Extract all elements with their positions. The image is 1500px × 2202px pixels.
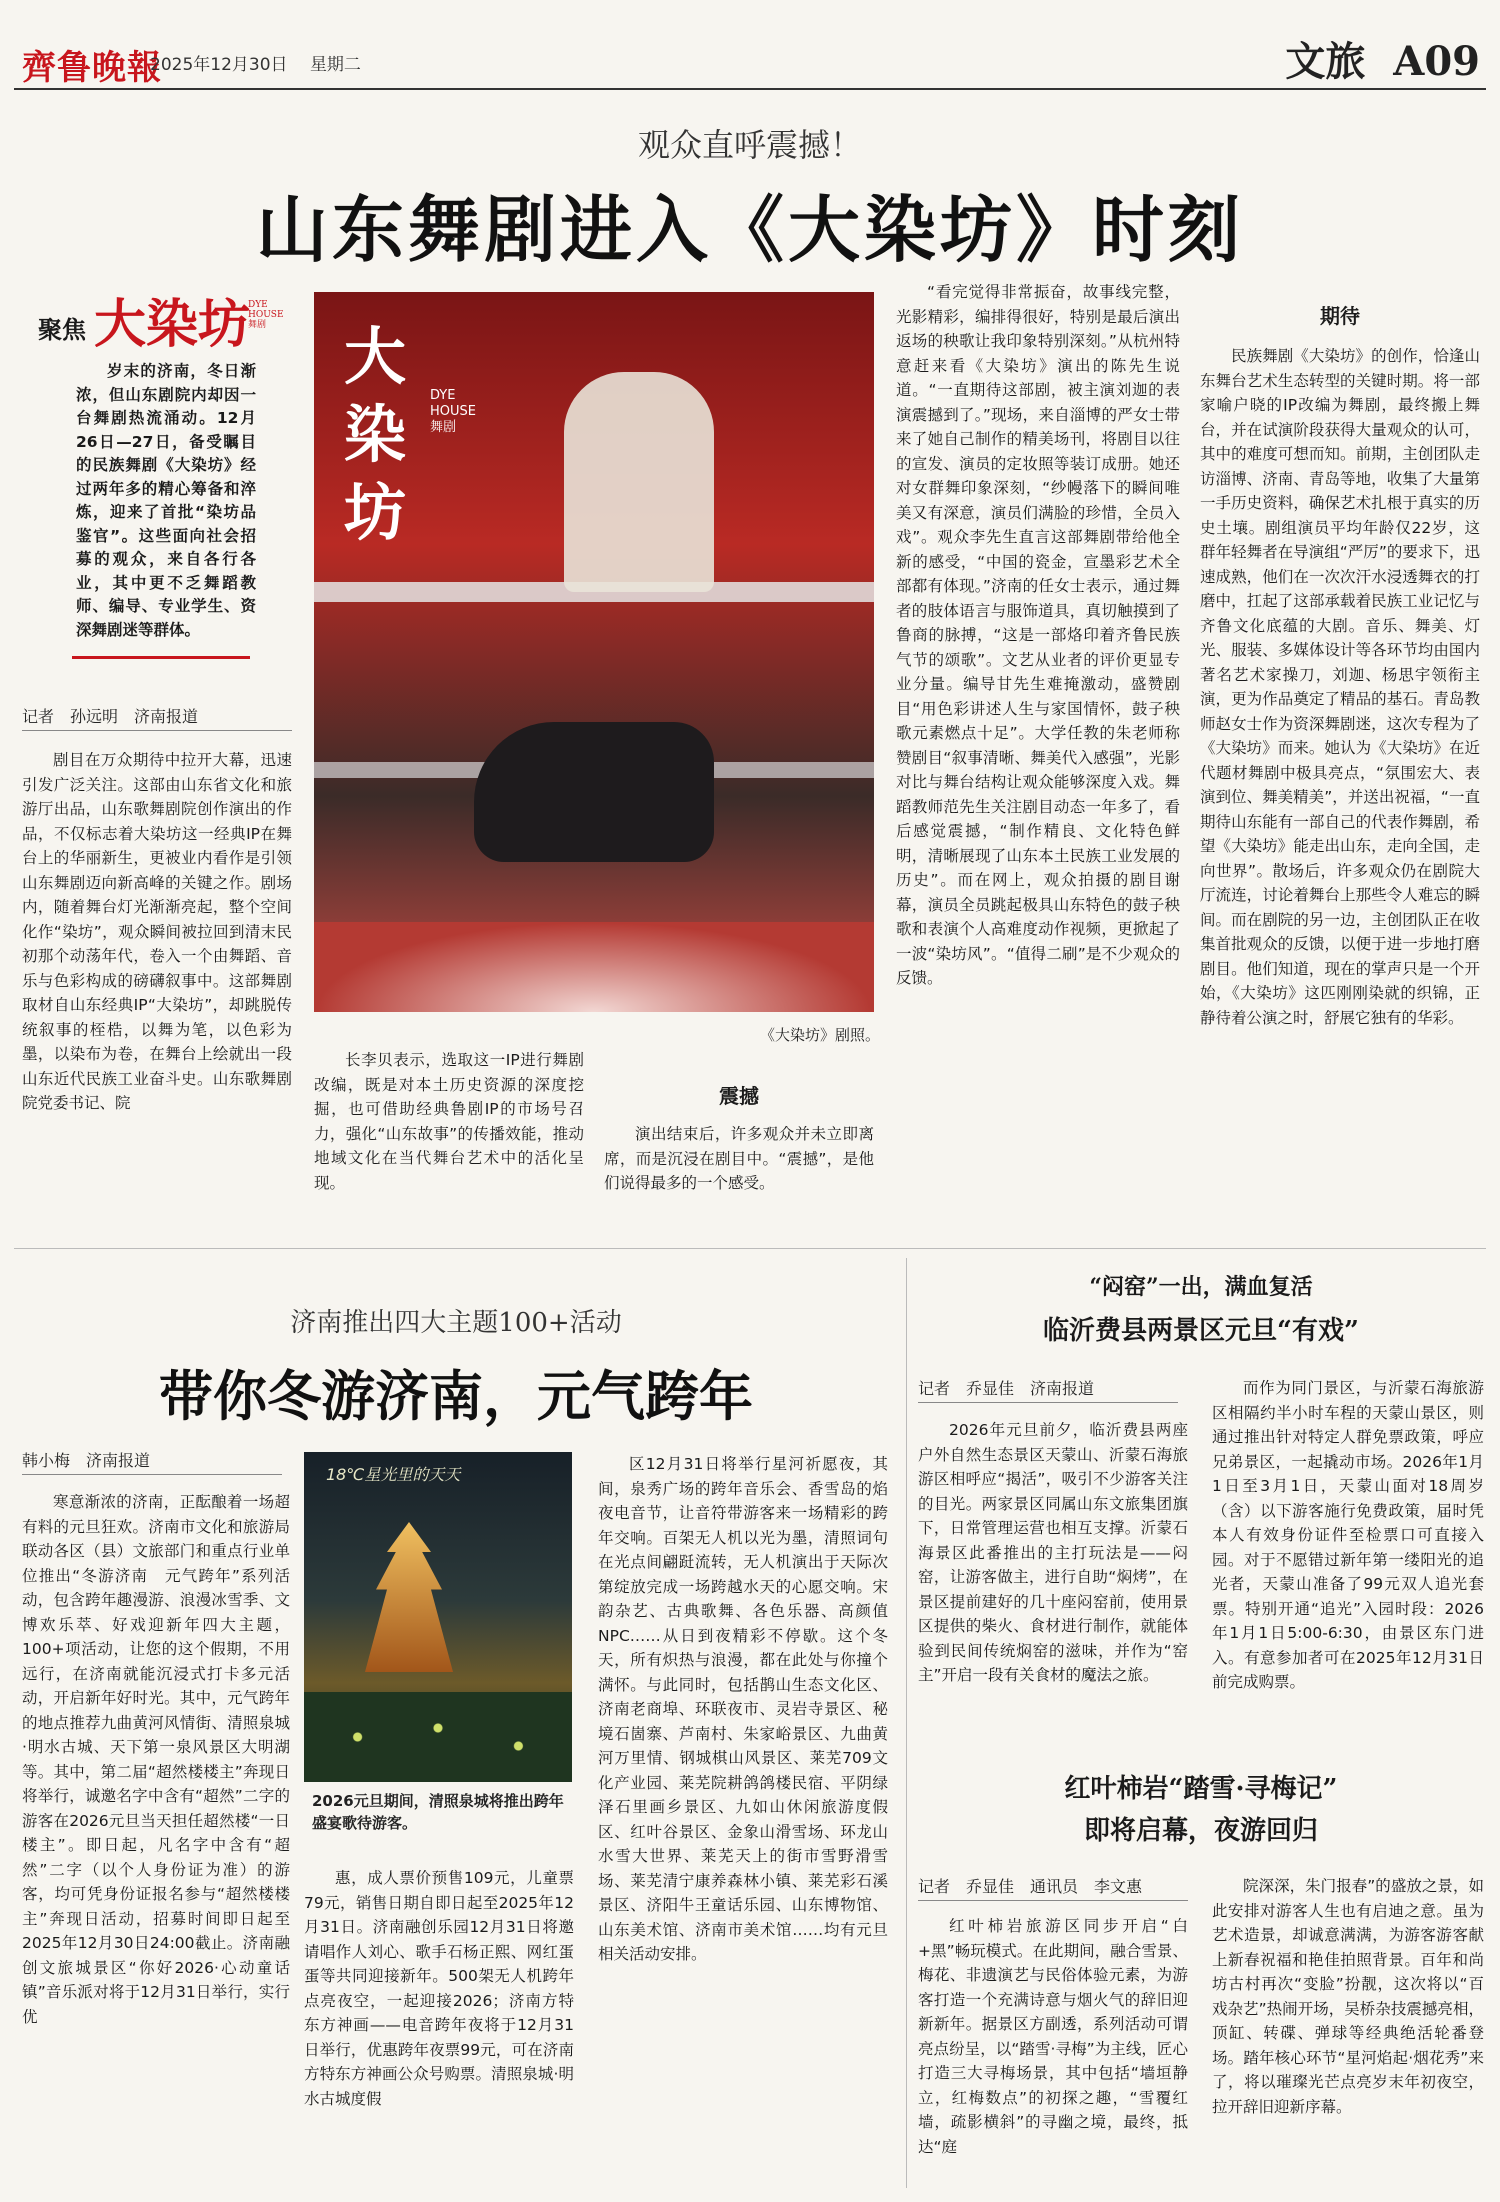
story2-column-2-text: 惠，成人票价预售109元，儿童票79元，销售日期自即日起至2025年12月31日。济南融创乐园12月31日将邀请唱作人刘心、歌手石杨正熙、网红蛋蛋等共同迎接新年。500架无人机跨年点亮夜空，一起迎接2026；济南方特东方神画——电音跨年夜将于12月31日举行，优惠跨年夜票99元，可在济南方特东方神画公众号购票。清照泉城·明水古城度假 bbox=[304, 1869, 574, 2108]
newspaper-logo: 齊鲁晚報 bbox=[22, 48, 162, 88]
focus-sub-1: DYE bbox=[248, 300, 268, 310]
story3-column-1 bbox=[918, 1418, 1188, 1744]
story1-column-2-text: 长李贝表示，选取这一IP进行舞剧改编，既是对本土历史资源的深度挖掘，也可借助经典鲁剧IP的市场号召力，强化“山东故事”的传播效能，推动地域文化在当代舞台艺术中的活化呈现。 bbox=[314, 1051, 584, 1192]
story4-byline-rule bbox=[918, 1900, 1188, 1901]
story4-column-1 bbox=[918, 1914, 1188, 2190]
story3-byline-rule bbox=[918, 1402, 1178, 1403]
section-divider bbox=[14, 1248, 1486, 1249]
page-section bbox=[1285, 30, 1480, 87]
dancer-standing bbox=[564, 372, 714, 592]
story3-column-1-text: 2026年元旦前夕，临沂费县两座户外自然生态景区天蒙山、沂蒙石海旅游区相呼应“揭活”，吸引不少游客关注的目光。两家景区同属山东文旅集团旗下，日常管理运营也相互支撑。沂蒙石海景区此番推出的主打玩法是——闷窑，让游客做主，进行自助“焖烤”，在景区提前建好的几十座闷窑前，使用景区提供的柴火、食材进行制作，就能体验到民间传统焖窑的滋味，并作为“窑主”开启一段有关食材的魔法之旅。 bbox=[918, 1421, 1188, 1684]
city-night-photo bbox=[304, 1452, 572, 1782]
story1-kicker: 观众直呼震撼！ bbox=[637, 126, 862, 164]
story3-headline-1: “闷窑”一出，满血复活 bbox=[1089, 1274, 1313, 1300]
story1-lead bbox=[76, 360, 256, 642]
story4-column-2 bbox=[1212, 1874, 1484, 2190]
section-name: 文旅 bbox=[1285, 38, 1366, 85]
issue-weekday: 星期二 bbox=[309, 55, 361, 75]
dance-drama-photo bbox=[314, 292, 874, 1012]
masthead-divider bbox=[14, 88, 1486, 90]
story2-column-1 bbox=[22, 1490, 290, 2190]
photo1-caption: 《大染坊》剧照。 bbox=[760, 1026, 881, 1044]
story1-column-4 bbox=[896, 280, 1180, 1228]
story3-byline: 记者 乔显佳 济南报道 bbox=[918, 1379, 1095, 1398]
photo-sub-1: DYE bbox=[430, 388, 456, 403]
story1-column-2 bbox=[314, 1048, 584, 1228]
story4-headline-1: 红叶柿岩“踏雪·寻梅记” bbox=[1064, 1774, 1338, 1804]
subhead-expect: 期待 bbox=[1320, 304, 1360, 328]
dancer-crouching bbox=[474, 722, 714, 862]
photo-subtitle bbox=[430, 388, 476, 436]
focus-prefix: 聚焦 bbox=[38, 315, 86, 344]
story4-column-1-text: 红叶柿岩旅游区同步开启“白+黑”畅玩模式。在此期间，融合雪景、梅花、非遗演艺与民俗体验元素，为游客打造一个充满诗意与烟火气的辞旧迎新新年。据景区方副透，系列活动可谓亮点纷呈，以“踏雪·寻梅”为主线，匠心打造三大寻梅场景，其中包括“墙垣静立，红梅数点”的初探之趣，“雪覆红墙，疏影横斜”的寻幽之境，最终，抵达“庭 bbox=[918, 1917, 1188, 2156]
story4-column-2-text: 院深深，朱门报春”的盛放之景，如此安排对游客人生也有启迪之意。虽为艺术造景，却诚意满满，为游客游客献上新春祝福和艳佳拍照背景。百年和尚坊古村再次“变脸”扮靓，这次将以“百戏杂艺”热闹开场，吴桥杂技震撼亮相，顶缸、转碟、弹球等经典绝活轮番登场。踏年核心环节“星河焰起·烟花秀”来了，将以璀璨光芒点亮岁末年初夜空，拉开辞旧迎新序幕。 bbox=[1212, 1877, 1484, 2116]
story2-column-1-text: 寒意渐浓的济南，正酝酿着一场超有料的元旦狂欢。济南市文化和旅游局联动各区（县）文旅部门和重点行业单位推出“冬游济南 元气跨年”系列活动，包含跨年趣漫游、浪漫冰雪季、文博欢乐萃、好戏迎新年四大主题，100+项活动，让您的这个假期，不用远行，在济南就能沉浸式打卡多元活动，开启新年好时光。其中，元气跨年的地点推荐九曲黄河风情街、清照泉城·明水古城、天下第一泉风景区大明湖等。其中，第二届“超然楼楼主”奔现日将举行，诚邀名字中含有“超然”二字的游客在2026元旦当天担任超然楼“一日楼主”。即日起，凡名字中含有“超然”二字（以个人身份证为准）的游客，均可凭身份证报名参与“超然楼楼主”奔现日活动，招募时间即日起至2025年12月30日24:00截止。济南融创文旅城景区“你好2026·心动童话镇”音乐派对将于12月31日举行，实行优 bbox=[22, 1493, 290, 2026]
focus-sub-2: HOUSE bbox=[248, 310, 284, 320]
stage-smoke bbox=[314, 922, 874, 1012]
story3-column-2 bbox=[1212, 1376, 1484, 1744]
focus-logo bbox=[30, 272, 284, 355]
story2-column-3-text: 区12月31日将举行星河祈愿夜，其间，泉秀广场的跨年音乐会、香雪岛的焰夜电音节，让音符带游客来一场精彩的跨年交响。百架无人机以光为墨，清照词句在光点间翩跹流转，无人机演出于天际次第绽放完成一场跨越水天的心愿交响。宋韵杂艺、古典歌舞、各色乐器、高颜值NPC……从日到夜精彩不停歇。这个冬天，所有炽热与浪漫，都在此处与你撞个满怀。与此同时，包括鹊山生态文化区、济南老商埠、环联夜市、灵岩寺景区、秘境石崮寨、芦南村、朱家峪景区、九曲黄河万里情、钢城棋山风景区、莱芜709文化产业园、莱芜院耕鸽鸽楼民宿、平阴绿泽石里画乡景区、九如山休闲旅游度假区、红叶谷景区、金象山滑雪场、环龙山水雪大世界、莱芜天上的街市雪野滑雪场、莱芜清宁康养森林小镇、莱芜彩石溪景区、济阳牛王童话乐园、山东博物馆、山东美术馆、济南市美术馆……均有元旦相关活动安排。 bbox=[598, 1455, 888, 1963]
story1-lead-text: 岁末的济南，冬日渐浓，但山东剧院内却因一台舞剧热流涌动。12月26日—27日，备受瞩目的民族舞剧《大染坊》经过两年多的精心筹备和淬炼，迎来了首批“染坊品鉴官”。这些面向社会招募的观众，来自各行各业，其中更不乏舞蹈教师、编导、专业学生、资深舞剧迷等群体。 bbox=[76, 362, 256, 639]
focus-sub bbox=[248, 300, 284, 330]
story2-byline: 韩小梅 济南报道 bbox=[22, 1451, 151, 1470]
pagoda-shape bbox=[354, 1522, 464, 1672]
lead-underline bbox=[72, 656, 250, 659]
subhead-shock: 震撼 bbox=[719, 1084, 759, 1108]
story1-column-3-text: 演出结束后，许多观众并未立即离席，而是沉浸在剧目中。“震撼”，是他们说得最多的一个感受。 bbox=[604, 1125, 874, 1192]
story1-byline: 记者 孙远明 济南报道 bbox=[22, 707, 199, 726]
story3-column-2-text: 而作为同门景区，与沂蒙石海旅游区相隔约半小时车程的天蒙山景区，则通过推出针对特定人群免票政策，呼应兄弟景区，一起撬动市场。2026年1月1日至3月1日，天蒙山面对18周岁（含）以下游客施行免费政策，届时凭本人有效身份证件至检票口可直接入园。对于不愿错过新年第一缕阳光的追光者，天蒙山准备了99元双人追光套票。特别开通“追光”入园时段：2026年1月1日5:00-6:30，由景区东门进入。有意参加者可在2025年12月31日前完成购票。 bbox=[1212, 1379, 1484, 1691]
story1-column-4-text: “看完觉得非常振奋，故事线完整，光影精彩，编排得很好，特别是最后演出返场的秧歌让我印象特别深刻。”从杭州特意赶来看《大染坊》演出的陈先生说道。“一直期待这部剧，被主演刘迦的表演震撼到了。”现场，来自淄博的严女士带来了她自己制作的精美场刊，将剧目以往的宣发、演员的定妆照等装订成册。她还对女群舞印象深刻，“纱幔落下的瞬间唯美又有深意，演员们满脸的珍惜，全员入戏”。观众李先生直言这部舞剧带给他全新的感受，“中国的瓷金，宣墨彩艺术全部都有体现。”济南的任女士表示，通过舞者的肢体语言与服饰道具，真切触摸到了鲁商的脉搏，“这是一部烙印着齐鲁民族气节的颂歌”。文艺从业者的评价更显专业分量。编导甘先生难掩激动，盛赞剧目“用色彩讲述人生与家国情怀，鼓子秧歌元素燃点十足”。大学任教的朱老师称赞剧目“叙事清晰、舞美代入感强”，光影对比与舞台结构让观众能够深度入戏。舞蹈教师范先生关注剧目动态一年多了，看后感觉震撼，“制作精良、文化特色鲜明，清晰展现了山东本土民族工业发展的历史”。而在网上，观众拍摄的剧目谢幕，演员全员跳起极具山东特色的鼓子秧歌和表演个人高难度动作视频，更掀起了一波“染坊风”。“值得二刷”是不少观众的反馈。 bbox=[896, 283, 1180, 987]
story4-byline: 记者 乔显佳 通讯员 李文惠 bbox=[918, 1877, 1143, 1896]
byline-rule bbox=[22, 730, 292, 731]
light-field bbox=[304, 1692, 572, 1782]
focus-name: 大染坊 bbox=[94, 294, 251, 355]
photo-sub-2: HOUSE bbox=[430, 404, 476, 419]
photo2-caption: 2026元旦期间，清照泉城将推出跨年盛宴歌待游客。 bbox=[312, 1792, 564, 1832]
issue-date-text: 2025年12月30日 bbox=[150, 55, 288, 75]
story2-byline-rule bbox=[22, 1474, 282, 1475]
issue-date bbox=[150, 50, 361, 75]
focus-sub-3: 舞剧 bbox=[248, 320, 267, 330]
story4-headline-2: 即将启幕，夜游回归 bbox=[1083, 1816, 1318, 1846]
story1-column-1-text: 剧目在万众期待中拉开大幕，迅速引发广泛关注。这部由山东省文化和旅游厅出品，山东歌舞剧院创作演出的作品，不仅标志着大染坊这一经典IP在舞台上的华丽新生，更被业内看作是引领山东舞剧迈向新高峰的关键之作。剧场内，随着舞台灯光渐渐亮起，整个空间化作“染坊”，观众瞬间被拉回到清末民初那个动荡年代，卷入一个由舞蹈、音乐与色彩构成的磅礴叙事中。这部舞剧取材自山东经典IP“大染坊”，却跳脱传统叙事的桎梏，以舞为笔，以色彩为墨，以染布为卷，在舞台上绘就出一段山东近代民族工业奋斗史。山东歌舞剧院党委书记、院 bbox=[22, 751, 292, 1112]
story2-column-3 bbox=[598, 1452, 888, 2190]
page-number: A09 bbox=[1393, 38, 1480, 85]
story1-headline: 山东舞剧进入《大染坊》时刻 bbox=[255, 187, 1244, 272]
photo-sub-3: 舞剧 bbox=[430, 420, 457, 435]
story2-headline: 带你冬游济南，元气跨年 bbox=[159, 1364, 753, 1428]
story1-column-3 bbox=[604, 1122, 874, 1228]
story3-headline-2: 临沂费县两景区元旦“有戏” bbox=[1043, 1316, 1359, 1346]
photo-overlay-text: 18℃星光里的天天 bbox=[326, 1465, 461, 1484]
story1-column-1 bbox=[22, 748, 292, 1228]
story1-column-5-text: 民族舞剧《大染坊》的创作，恰逢山东舞台艺术生态转型的关键时期。将一部家喻户晓的IP改编为舞剧，最终搬上舞台，并在试演阶段获得大量观众的认可，其中的难度可想而知。前期，主创团队走访淄博、济南、青岛等地，收集了大量第一手历史资料，确保艺术扎根于真实的历史土壤。剧组演员平均年龄仅22岁，这群年轻舞者在导演组“严厉”的要求下，迅速成熟，他们在一次次汗水浸透舞衣的打磨中，扛起了这部承载着民族工业记忆与齐鲁文化底蕴的大剧。音乐、舞美、灯光、服装、多媒体设计等各环节均由国内著名艺术家操刀，刘迦、杨思宇领衔主演，更为作品奠定了精品的基石。青岛教师赵女士作为资深舞剧迷，这次专程为了《大染坊》而来。她认为《大染坊》在近代题材舞剧中极具亮点，“氛围宏大、表演到位、舞美精美”，并送出祝福，“一直期待山东能有一部自己的代表作舞剧，希望《大染坊》能走出山东，走向全国，走向世界”。散场后，许多观众仍在剧院大厅流连，讨论着舞台上那些令人难忘的瞬间。而在剧院的另一边，主创团队正在收集首批观众的反馈，以便于进一步地打磨剧目。他们知道，现在的掌声只是一个开始，《大染坊》这匹刚刚染就的织锦，正静待着公演之时，舒展它独有的华彩。 bbox=[1200, 347, 1480, 1027]
photo-title: 大染坊 bbox=[344, 320, 407, 549]
vertical-divider bbox=[906, 1258, 907, 2188]
story2-column-2 bbox=[304, 1866, 574, 2190]
story2-kicker: 济南推出四大主题100+活动 bbox=[290, 1308, 622, 1338]
story1-column-5 bbox=[1200, 344, 1480, 1228]
